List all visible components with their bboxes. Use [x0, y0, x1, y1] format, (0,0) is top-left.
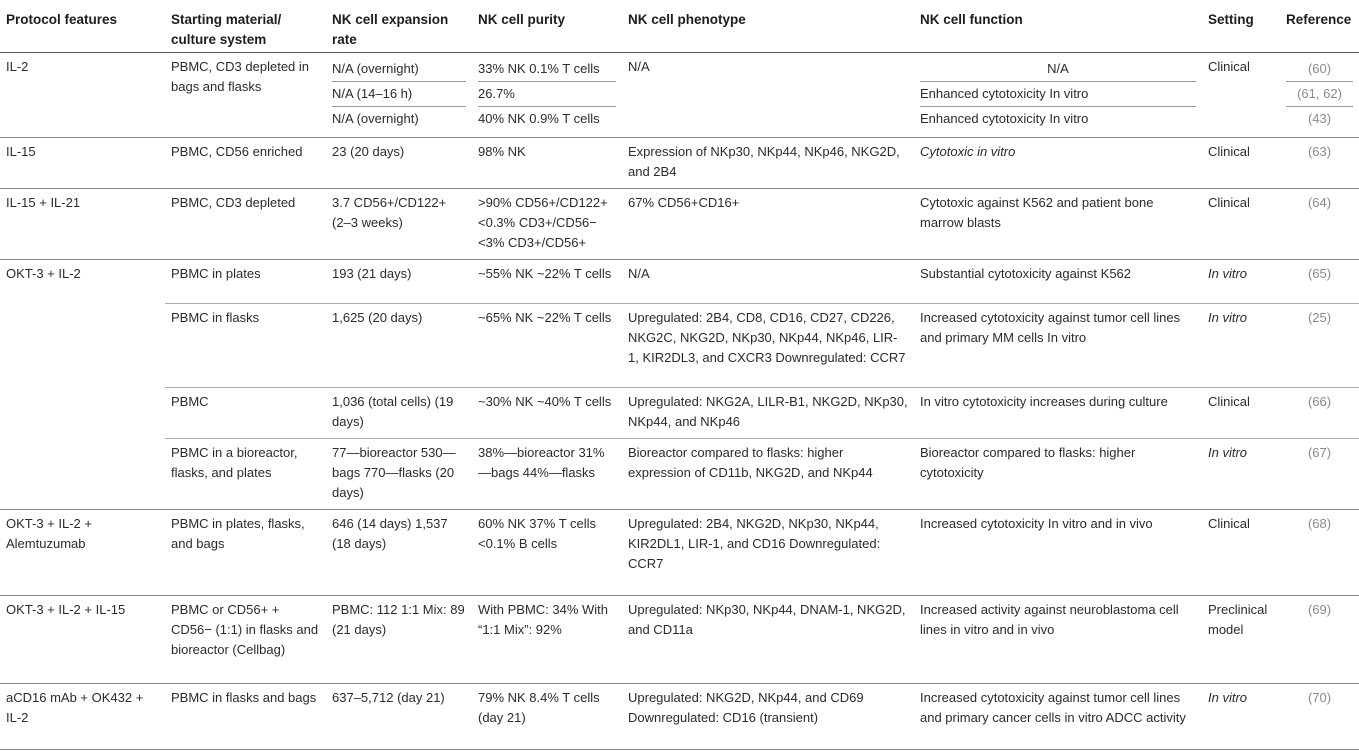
cell-reference: (66)	[1280, 388, 1359, 439]
cell-subvalue: Enhanced cytotoxicity In vitro	[920, 111, 1089, 126]
cell-purity: 38%—bioreactor 31%—bags 44%—flasks	[472, 439, 622, 510]
cell-phenotype: N/A	[628, 266, 650, 281]
cell-setting: Clinical	[1202, 388, 1280, 439]
cell-material: PBMC, CD3 depleted	[165, 189, 326, 260]
cell-material: PBMC or CD56+ + CD56− (1:1) in flasks and bioreactor (Cellbag)	[165, 596, 326, 684]
cell-phenotype: Upregulated: NKp30, NKp44, DNAM-1, NKG2D, and CD11a	[622, 596, 914, 684]
cell-feature: IL-15	[0, 138, 165, 189]
cell-reference: (25)	[1280, 304, 1359, 388]
cell-setting: Clinical	[1202, 189, 1280, 260]
cell-expansion: 3.7 CD56+/CD122+ (2–3 weeks)	[326, 189, 472, 260]
table-row	[0, 138, 1359, 189]
cell-reference: (70)	[1280, 684, 1359, 750]
cell-expansion: 77—bioreactor 530—bags 770—flasks (20 days)	[326, 439, 472, 510]
cell-function: Increased activity against neuroblastoma cell lines in vitro and in vivo	[914, 596, 1202, 684]
cell-function: Cytotoxic in vitro	[914, 138, 1202, 189]
cell-phenotype: Expression of NKp30, NKp44, NKp46, NKG2D, and 2B4	[622, 138, 914, 189]
cell-setting: Clinical	[1202, 510, 1280, 596]
cell-expansion: PBMC: 112 1:1 Mix: 89 (21 days)	[326, 596, 472, 684]
cell-purity: With PBMC: 34% With “1:1 Mix”: 92%	[472, 596, 622, 684]
table-row	[0, 596, 1359, 684]
col-header-starting-material: Starting material/ culture system	[171, 12, 282, 47]
cell-material: PBMC in flasks	[165, 304, 326, 388]
cell-expansion: 23 (20 days)	[326, 138, 472, 189]
table-row	[0, 189, 1359, 260]
table-row	[0, 53, 1359, 138]
cell-function: Increased cytotoxicity against tumor cell lines and primary MM cells In vitro	[914, 304, 1202, 388]
cell-setting: Clinical	[1202, 53, 1280, 138]
cell-reference: (68)	[1280, 510, 1359, 596]
cell-phenotype: Upregulated: 2B4, CD8, CD16, CD27, CD226, NKG2C, NKG2D, NKp30, NKp44, NKp46, LIR-1, KIR2DL3, and CXCR3 Downregulated: CCR7	[622, 304, 914, 388]
cell-phenotype: Upregulated: NKG2A, LILR-B1, NKG2D, NKp30, NKp44, and NKp46	[622, 388, 914, 439]
cell-function: Substantial cytotoxicity against K562	[920, 266, 1132, 281]
table-row	[0, 388, 1359, 439]
cell-function	[914, 53, 1202, 138]
cell-expansion	[326, 53, 472, 138]
cell-expansion: 646 (14 days) 1,537 (18 days)	[326, 510, 472, 596]
cell-setting: Clinical	[1202, 138, 1280, 189]
cell-feature: aCD16 mAb + OK432 + IL-2	[0, 684, 165, 750]
cell-setting: In vitro	[1202, 304, 1280, 388]
col-header-phenotype: NK cell phenotype	[628, 12, 746, 27]
cell-reference: (64)	[1280, 189, 1359, 260]
cell-material: PBMC in plates, flasks, and bags	[165, 510, 326, 596]
cell-subvalue: (61, 62)	[1286, 82, 1353, 107]
table-row	[0, 260, 1359, 304]
cell-purity: ~30% NK ~40% T cells	[472, 388, 622, 439]
cell-material: PBMC, CD3 depleted in bags and flasks	[165, 53, 326, 138]
col-header-reference: Reference	[1286, 12, 1352, 27]
cell-purity: 60% NK 37% T cells <0.1% B cells	[472, 510, 622, 596]
cell-reference	[1280, 53, 1359, 138]
cell-feature: IL-15 + IL-21	[0, 189, 165, 260]
cell-phenotype: Upregulated: NKG2D, NKp44, and CD69 Downregulated: CD16 (transient)	[622, 684, 914, 750]
cell-purity: ~55% NK ~22% T cells	[478, 266, 612, 281]
cell-feature: OKT-3 + IL-2	[0, 260, 165, 510]
cell-subvalue: Enhanced cytotoxicity In vitro	[920, 82, 1196, 107]
cell-subvalue: N/A (overnight)	[332, 57, 466, 82]
cell-subvalue: 33% NK 0.1% T cells	[478, 57, 616, 82]
cell-feature: IL-2	[0, 53, 165, 138]
cell-reference: (65)	[1307, 266, 1332, 281]
cell-function: Cytotoxic against K562 and patient bone marrow blasts	[914, 189, 1202, 260]
cell-material: PBMC in plates	[171, 266, 261, 281]
col-header-purity: NK cell purity	[478, 12, 566, 27]
cell-subvalue: 26.7%	[478, 82, 616, 107]
table-row	[0, 304, 1359, 388]
cell-expansion: 1,036 (total cells) (19 days)	[326, 388, 472, 439]
cell-reference: (69)	[1280, 596, 1359, 684]
cell-subvalue: 40% NK 0.9% T cells	[478, 111, 600, 126]
col-header-function: NK cell function	[920, 12, 1023, 27]
cell-subvalue: (60)	[1286, 57, 1353, 82]
cell-setting: In vitro	[1208, 266, 1248, 281]
col-header-expansion-rate: NK cell expansion rate	[332, 12, 449, 47]
cell-setting: Preclinical model	[1202, 596, 1280, 684]
header-row	[0, 0, 1359, 53]
cell-expansion: 637–5,712 (day 21)	[326, 684, 472, 750]
cell-material: PBMC in flasks and bags	[165, 684, 326, 750]
cell-subvalue: N/A (overnight)	[332, 111, 419, 126]
cell-phenotype: Upregulated: 2B4, NKG2D, NKp30, NKp44, KIR2DL1, LIR-1, and CD16 Downregulated: CCR7	[622, 510, 914, 596]
cell-purity: ~65% NK ~22% T cells	[472, 304, 622, 388]
cell-feature: OKT-3 + IL-2 + IL-15	[0, 596, 165, 684]
cell-material: PBMC, CD56 enriched	[165, 138, 326, 189]
cell-setting: In vitro	[1202, 684, 1280, 750]
cell-function: In vitro cytotoxicity increases during culture	[914, 388, 1202, 439]
cell-purity: 79% NK 8.4% T cells (day 21)	[472, 684, 622, 750]
cell-subvalue: N/A (14–16 h)	[332, 82, 466, 107]
cell-function: Increased cytotoxicity In vitro and in vivo	[914, 510, 1202, 596]
cell-subvalue: (43)	[1307, 111, 1332, 126]
cell-purity: 98% NK	[472, 138, 622, 189]
cell-reference: (67)	[1280, 439, 1359, 510]
cell-function: Increased cytotoxicity against tumor cell lines and primary cancer cells in vitro ADCC activity	[914, 684, 1202, 750]
cell-function: Bioreactor compared to flasks: higher cytotoxicity	[914, 439, 1202, 510]
col-header-setting: Setting	[1208, 12, 1254, 27]
cell-feature: OKT-3 + IL-2 + Alemtuzumab	[0, 510, 165, 596]
cell-setting: In vitro	[1202, 439, 1280, 510]
cell-phenotype: Bioreactor compared to flasks: higher expression of CD11b, NKG2D, and NKp44	[622, 439, 914, 510]
table-row	[0, 684, 1359, 750]
cell-phenotype: N/A	[622, 53, 914, 138]
cell-expansion: 193 (21 days)	[332, 266, 412, 281]
table-row	[0, 439, 1359, 510]
cell-purity: >90% CD56+/CD122+ <0.3% CD3+/CD56− <3% CD3+/CD56+	[472, 189, 622, 260]
cell-reference: (63)	[1280, 138, 1359, 189]
cell-subvalue: N/A	[920, 57, 1196, 82]
cell-purity	[472, 53, 622, 138]
cell-phenotype: 67% CD56+CD16+	[622, 189, 914, 260]
cell-material: PBMC	[165, 388, 326, 439]
col-header-protocol-features: Protocol features	[6, 12, 118, 27]
cell-material: PBMC in a bioreactor, flasks, and plates	[165, 439, 326, 510]
table-row	[0, 510, 1359, 596]
cell-expansion: 1,625 (20 days)	[326, 304, 472, 388]
